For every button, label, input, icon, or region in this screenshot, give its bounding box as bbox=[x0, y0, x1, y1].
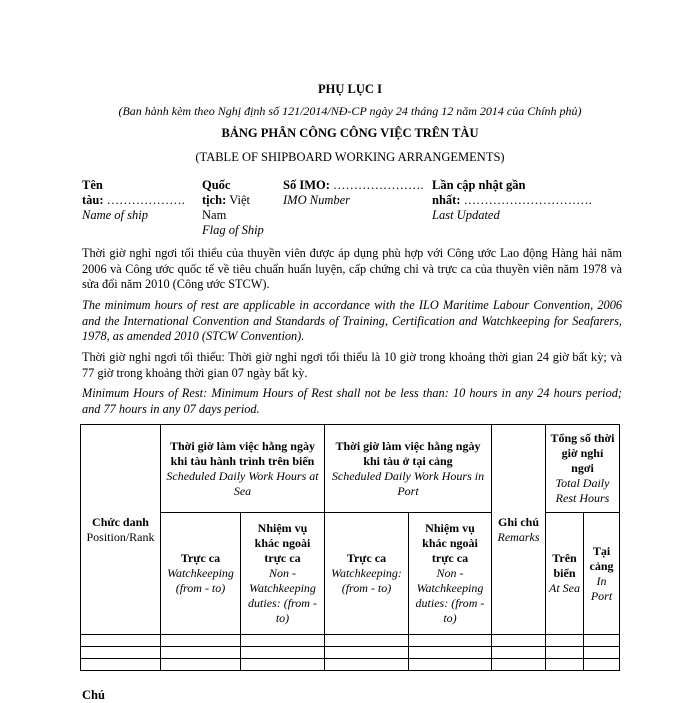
updated-en: Last Updated bbox=[432, 208, 500, 222]
port-watch-vi: Trực ca bbox=[346, 551, 387, 565]
sea-watchkeeping-header bbox=[161, 513, 241, 635]
rest-hours-header bbox=[546, 425, 620, 513]
imo-en: IMO Number bbox=[283, 193, 351, 207]
table-row bbox=[81, 659, 620, 671]
minimum-rest-paragraph-en: Minimum Hours of Rest: Minimum Hours of Rest shall not be less than: 10 hours in any 24 hours period; and 77 hours in any 07 days period. bbox=[82, 386, 622, 416]
table-row bbox=[81, 635, 620, 647]
ship-flag-en: Flag of Ship bbox=[202, 223, 264, 237]
remarks-header-vi: Ghi chú bbox=[497, 514, 539, 529]
sea-watch-from-to: (from - to) bbox=[175, 581, 226, 595]
sea-nonwatch-en: Non - Watchkeeping duties: (from - to) bbox=[248, 566, 317, 625]
port-watch-en: Watchkeeping: bbox=[331, 566, 402, 580]
rest-at-sea-vi: Trên biển bbox=[552, 551, 577, 580]
position-header-en: Position/Rank bbox=[86, 529, 155, 544]
rest-hours-paragraph-vi: Thời giờ nghỉ ngơi tối thiểu của thuyền viên được áp dụng phù hợp với Công ước Lao động Hàng hải năm 2006 và Công ước quốc tế về tiêu chuẩn huấn luyện, cấp chứng chỉ và trực ca của thuyền viên năm 1978 và sửa đổi năm 2010 (Công ước STCW). bbox=[82, 246, 622, 291]
ship-name-label-2: tàu: bbox=[82, 193, 104, 207]
working-arrangements-table bbox=[80, 424, 620, 671]
at-sea-header-vi: Thời giờ làm việc hằng ngày khi tàu hành trình trên biển bbox=[170, 438, 315, 468]
ship-name-dots: ………………. bbox=[106, 193, 185, 207]
ship-name-label-1: Tên bbox=[82, 178, 103, 192]
port-watchkeeping-header bbox=[325, 513, 409, 635]
updated-dots: …………………………. bbox=[463, 193, 592, 207]
rest-at-sea-header bbox=[546, 513, 584, 635]
ship-flag-label-2: tịch: bbox=[202, 193, 227, 207]
ship-flag-label-1: Quốc bbox=[202, 178, 231, 192]
rest-at-sea-en: At Sea bbox=[549, 581, 580, 595]
in-port-header-vi: Thời giờ làm việc hằng ngày khi tàu ở tại cảng bbox=[335, 438, 481, 468]
note-heading: Chú bbox=[82, 688, 105, 702]
ship-name-field bbox=[82, 178, 185, 223]
ship-flag-value-1: Việt bbox=[229, 193, 250, 207]
ship-name-en: Name of ship bbox=[82, 208, 148, 222]
document-title-en: (TABLE OF SHIPBOARD WORKING ARRANGEMENTS) bbox=[195, 150, 505, 164]
updated-label-1: Lần cập nhật gần bbox=[432, 178, 526, 192]
rest-in-port-vi: Tại cảng bbox=[589, 543, 614, 573]
imo-number-field bbox=[283, 178, 424, 208]
decree-note: (Ban hành kèm theo Nghị định số 121/2014/NĐ-CP ngày 24 tháng 12 năm 2014 của Chính phủ) bbox=[118, 104, 582, 118]
sea-nonwatch-vi: Nhiệm vụ khác ngoài trực ca bbox=[254, 521, 311, 565]
sea-watch-vi: Trực ca bbox=[180, 551, 221, 565]
rest-hours-paragraph-en: The minimum hours of rest are applicable in accordance with the ILO Maritime Labour Convention, 2006 and the International Convention and Standards of Training, Certification and Watchkeeping for Seafarers, 1978, as amended 2010 (STCW Convention). bbox=[82, 298, 622, 343]
updated-label-2: nhất: bbox=[432, 193, 461, 207]
in-port-header-en: Scheduled Daily Work Hours in Port bbox=[331, 468, 485, 498]
rest-hours-header-vi: Tổng số thời giờ nghỉ ngơi bbox=[550, 431, 615, 475]
minimum-rest-paragraph-vi: Thời giờ nghỉ ngơi tối thiểu: Thời giờ nghỉ ngơi tối thiểu là 10 giờ trong khoảng thời gian 24 giờ bất kỳ; và 77 giờ trong khoảng thời gian 07 ngày bất kỳ. bbox=[82, 350, 622, 380]
imo-dots: …………………. bbox=[333, 178, 424, 192]
annex-title: PHỤ LỤC I bbox=[318, 82, 382, 96]
imo-label: Số IMO: bbox=[283, 178, 330, 192]
port-watch-from-to: (from - to) bbox=[341, 581, 392, 595]
rest-hours-header-en: Total Daily Rest Hours bbox=[555, 476, 610, 505]
remarks-header bbox=[492, 425, 546, 635]
rest-in-port-en: In Port bbox=[590, 573, 613, 603]
table-row bbox=[81, 647, 620, 659]
document-title-vi: BẢNG PHÂN CÔNG CÔNG VIỆC TRÊN TÀU bbox=[221, 126, 479, 140]
rest-in-port-header bbox=[584, 513, 620, 635]
at-sea-header bbox=[161, 425, 325, 513]
at-sea-header-en: Scheduled Daily Work Hours at Sea bbox=[166, 468, 319, 498]
port-nonwatch-en: Non - Watchkeeping duties: (from - to) bbox=[415, 566, 485, 625]
position-header bbox=[81, 425, 161, 635]
port-nonwatch-vi: Nhiệm vụ khác ngoài trực ca bbox=[422, 521, 478, 565]
port-nonwatch-header bbox=[409, 513, 492, 635]
ship-flag-field bbox=[202, 178, 264, 238]
in-port-header bbox=[325, 425, 492, 513]
ship-flag-value-2: Nam bbox=[202, 208, 227, 222]
position-header-vi: Chức danh bbox=[92, 514, 149, 529]
sea-nonwatch-header bbox=[241, 513, 325, 635]
last-updated-field bbox=[432, 178, 592, 223]
sea-watch-en: Watchkeeping bbox=[167, 566, 234, 580]
remarks-header-en: Remarks bbox=[497, 529, 540, 544]
